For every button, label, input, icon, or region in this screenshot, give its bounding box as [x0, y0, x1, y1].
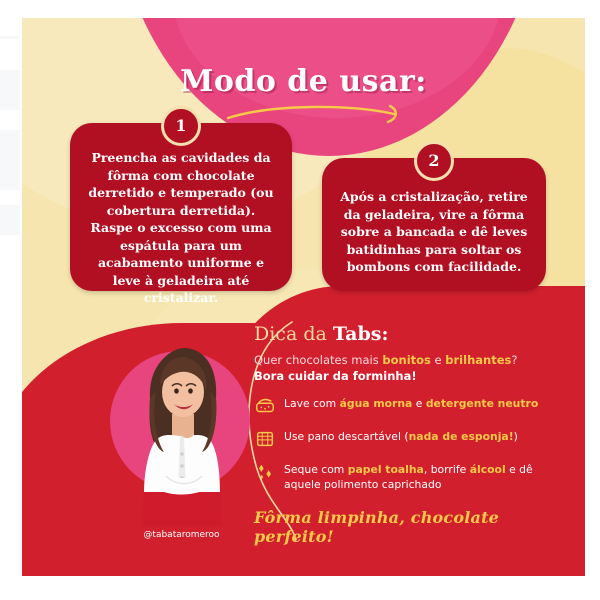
tip3-a: Seque com	[284, 463, 348, 476]
step-card-1	[70, 116, 292, 305]
tip1-b: água morna	[339, 397, 413, 410]
sponge-icon	[254, 395, 276, 417]
step-number-badge: 2	[414, 141, 454, 181]
tip-item	[254, 428, 564, 450]
page-title: Modo de usar:	[180, 64, 427, 99]
background-artifact	[0, 70, 20, 110]
tips-heading	[254, 323, 564, 345]
tips-section	[254, 323, 564, 546]
background-artifact	[0, 205, 20, 235]
tip1-c: e	[412, 397, 426, 410]
tip-text	[284, 395, 538, 412]
tip1-d: detergente neutro	[425, 397, 539, 410]
cloth-icon	[254, 428, 276, 450]
tip3-c: , borrife	[423, 463, 470, 476]
tips-sub-bonitos: bonitos	[382, 353, 431, 367]
closing-slogan: Fôrma limpinha, chocolate perfeito!	[254, 508, 500, 546]
tips-sub-e: ?	[511, 353, 518, 367]
step-text: Após a cristalização, retire da geladeira, vire a fôrma sobre a bancada e dê leves batidinhas para soltar os bombons com facilidade.	[340, 189, 528, 274]
background-artifact	[0, 36, 18, 39]
tips-heading-brand: Tabs:	[332, 323, 389, 345]
tip3-d: álcool	[469, 463, 506, 476]
tip-text	[284, 461, 564, 492]
tips-subtitle	[254, 352, 564, 384]
tip2-c: )	[513, 430, 518, 443]
tip2-b: nada de esponja!	[408, 430, 514, 443]
step-card-2	[322, 151, 546, 291]
presenter-photo	[122, 336, 242, 526]
step-number-badge: 1	[161, 106, 201, 146]
tip-item	[254, 461, 564, 492]
poster-canvas	[22, 18, 585, 576]
tip3-b: papel toalha	[347, 463, 424, 476]
tips-sub-c: e	[430, 353, 446, 367]
background-artifact	[0, 130, 20, 190]
polish-icon	[254, 461, 276, 483]
tip3-e: e dê aquele polimento caprichado	[284, 463, 533, 491]
step-text: Preencha as cavidades da fôrma com chocolate derretido e temperado (ou cobertura derretida). Raspe o excesso com uma espátula para um acabamento uniforme e leve à geladeira até cristalizar.	[88, 150, 274, 305]
tips-sub-brilhantes: brilhantes	[445, 353, 512, 367]
tip-item	[254, 395, 564, 417]
tips-sub-line2: Bora cuidar da forminha!	[254, 369, 417, 383]
instagram-handle: @tabataromeroo	[143, 530, 220, 540]
tip1-a: Lave com	[284, 397, 340, 410]
tips-sub-a: Quer chocolates mais	[254, 353, 383, 367]
tips-heading-prefix: Dica da	[254, 323, 333, 345]
tip2-a: Use pano descartável (	[284, 430, 409, 443]
tip-text	[284, 428, 518, 445]
